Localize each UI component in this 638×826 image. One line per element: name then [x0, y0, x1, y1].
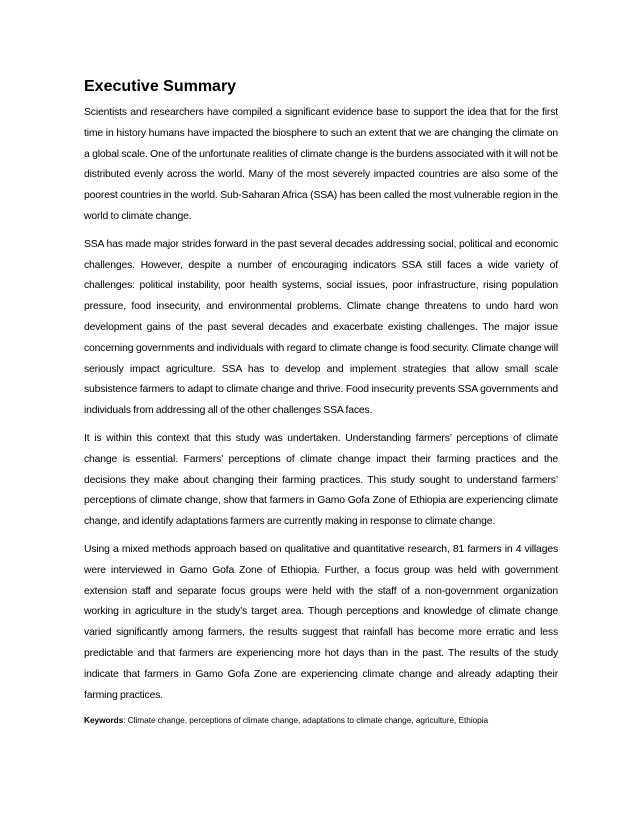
- paragraph-study-context: It is within this context that this study was undertaken. Understanding farmers’ perceptions of climate change is essential. Farmers’ perceptions of climate change impact their farming practices and the decisions they make about changing their farming practices. This study sought to understand farmers’ perceptions of climate change, show that farmers in Gamo Gofa Zone of Ethiopia are experiencing climate change, and identify adaptations farmers are currently making in response to climate change.: [84, 432, 558, 528]
- paragraph-methods-results: Using a mixed methods approach based on qualitative and quantitative research, 81 farmers in 4 villages were interviewed in Gamo Gofa Zone of Ethiopia. Further, a focus group was held with government extension staff and separate focus groups were held with the staff of a non-government organization working in agriculture in the study’s target area. Though perceptions and knowledge of climate change varied significantly among farmers, the results suggest that rainfall has become more erratic and less predictable and that farmers are experiencing more hot days than in the past. The results of the study indicate that farmers in Gamo Gofa Zone are experiencing climate change and already adapting their farming practices.: [84, 543, 558, 701]
- keywords-label: Keywords: [84, 715, 124, 726]
- keywords-text: : Climate change, perceptions of climate change, adaptations to climate change, agriculture, Ethiopia: [123, 715, 489, 726]
- page-title: Executive Summary: [84, 78, 237, 95]
- paragraph-ssa-challenges: SSA has made major strides forward in the past several decades addressing social, political and economic challenges. However, despite a number of encouraging indicators SSA still faces a wide variety of challenges: political instability, poor health systems, social issues, poor infrastructure, rising population pressure, food insecurity, and environmental problems. Climate change threatens to undo hard won development gains of the past several decades and exacerbate existing challenges. The major issue concerning governments and individuals with regard to climate change is food security. Climate change will seriously impact agriculture. SSA has to develop and implement strategies that allow small scale subsistence farmers to adapt to climate change and thrive. Food insecurity prevents SSA governments and individuals from addressing all of the other challenges SSA faces.: [84, 238, 558, 417]
- keywords-line: [84, 713, 558, 727]
- document-page: [84, 77, 558, 727]
- paragraph-intro: Scientists and researchers have compiled a significant evidence base to support the idea that for the first time in history humans have impacted the biosphere to such an extent that we are changing the climate on a global scale. One of the unfortunate realities of climate change is the burdens associated with it will not be distributed evenly across the world. Many of the most severely impacted countries are also some of the poorest countries in the world. Sub-Saharan Africa (SSA) has been called the most vulnerable region in the world to climate change.: [84, 107, 558, 222]
